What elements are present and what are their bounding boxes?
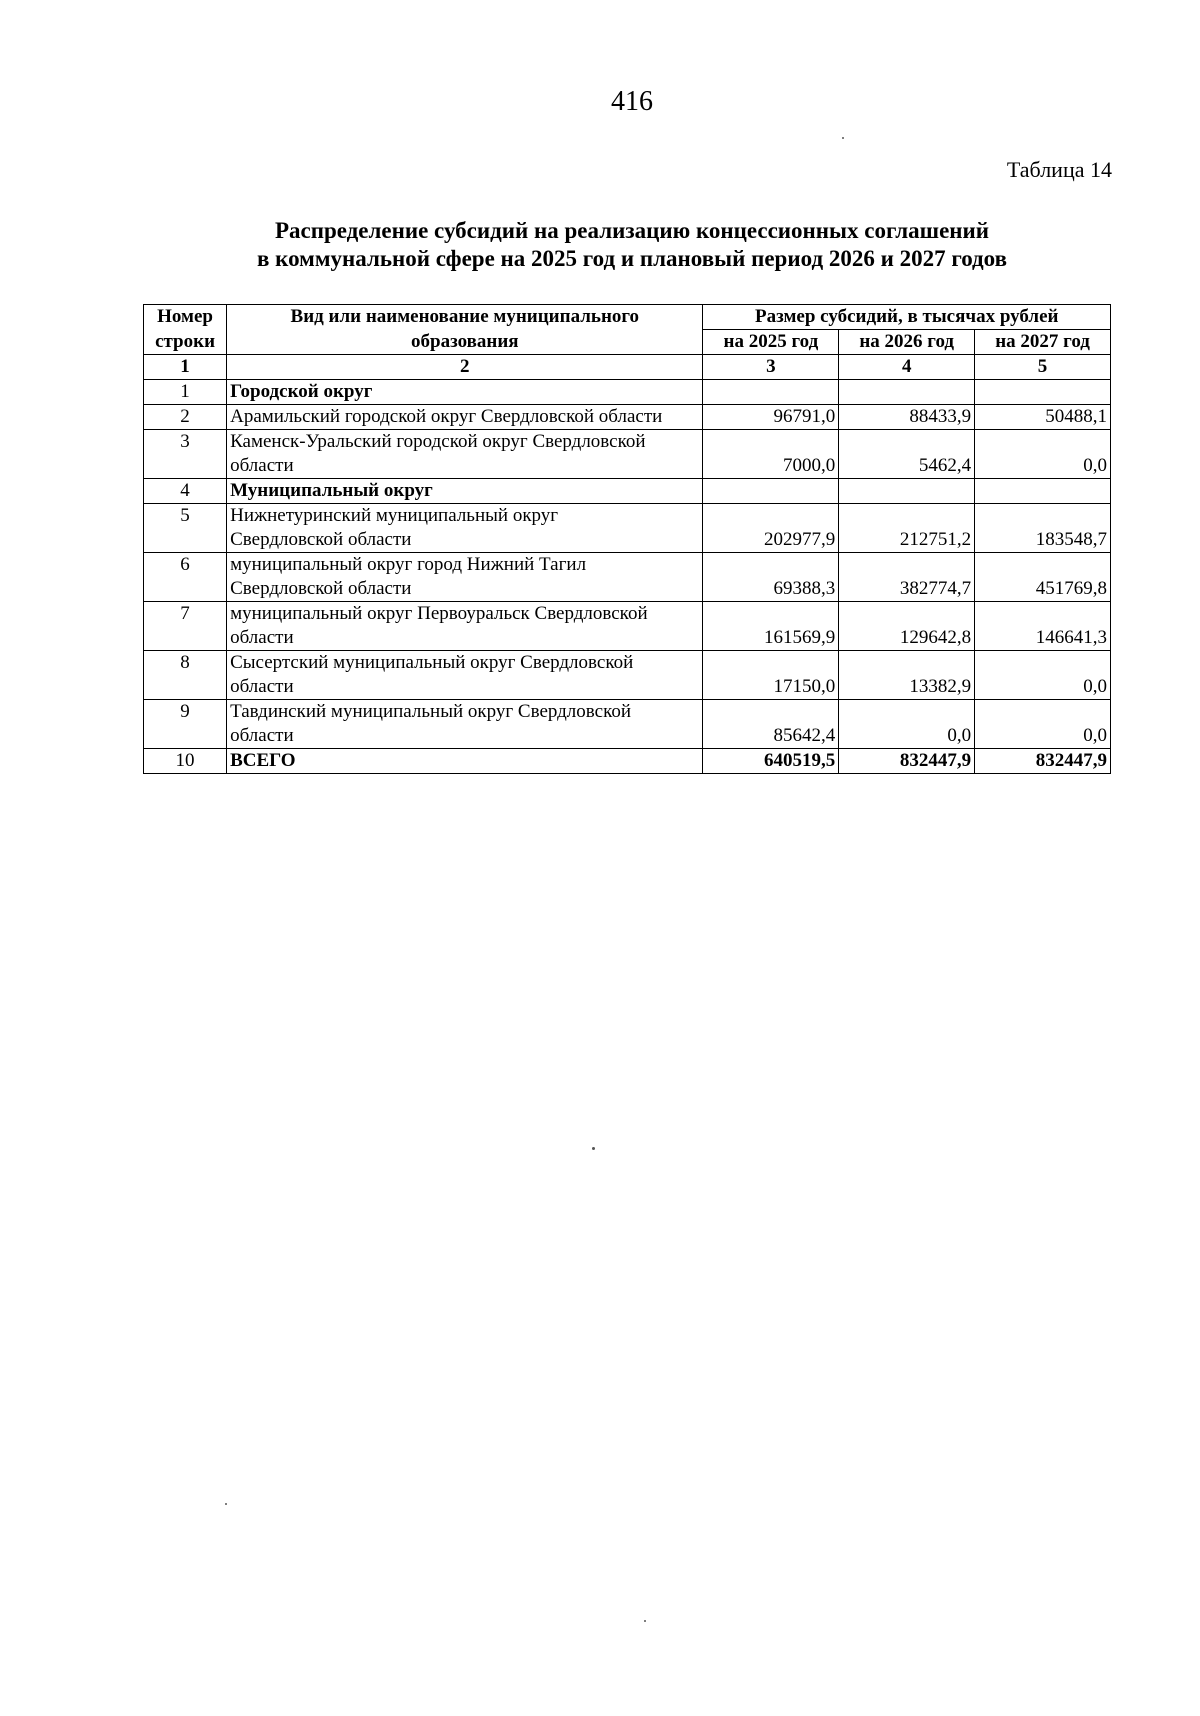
header-row-2: [144, 330, 1111, 355]
table-row: [144, 430, 1111, 479]
row-number-cell: 2: [144, 405, 227, 430]
municipality-name-line-2: области: [230, 627, 294, 648]
amount-cell-2025: 7000,0: [703, 430, 839, 479]
amount-cell-2025: 69388,3: [703, 553, 839, 602]
column-number: 3: [703, 355, 839, 380]
amount-cell-2026: 382774,7: [839, 553, 975, 602]
header-name-2: образования: [227, 330, 703, 355]
amount-cell-2025: 640519,5: [703, 749, 839, 774]
amount-cell-2026: 129642,8: [839, 602, 975, 651]
page-number: 416: [611, 86, 653, 117]
amount-cell-2026: 832447,9: [839, 749, 975, 774]
amount-cell-2025: 202977,9: [703, 504, 839, 553]
amount-cell-2027: [975, 380, 1111, 405]
row-number-cell: 4: [144, 479, 227, 504]
municipality-name-cell: [227, 405, 703, 430]
municipality-name-cell: [227, 700, 703, 749]
municipality-name-line-1: муниципальный округ город Нижний Тагил: [230, 554, 587, 575]
amount-cell-2027: 183548,7: [975, 504, 1111, 553]
column-numbers-row: [144, 355, 1111, 380]
municipality-name-line-1: ВСЕГО: [230, 750, 296, 771]
municipality-name-line-2: Свердловской области: [230, 578, 412, 599]
amount-cell-2026: 212751,2: [839, 504, 975, 553]
scan-speck: [225, 1503, 227, 1505]
amount-cell-2027: 0,0: [975, 430, 1111, 479]
header-row-number-2: строки: [144, 330, 227, 355]
amount-cell-2026: 88433,9: [839, 405, 975, 430]
header-name: Вид или наименование муниципального: [227, 305, 703, 330]
municipality-name-line-1: муниципальный округ Первоуральск Свердловской: [230, 603, 648, 624]
row-number-cell: 3: [144, 430, 227, 479]
amount-cell-2025: 96791,0: [703, 405, 839, 430]
amount-cell-2025: [703, 479, 839, 504]
municipality-name-cell: [227, 651, 703, 700]
row-number-cell: 8: [144, 651, 227, 700]
row-number-cell: 1: [144, 380, 227, 405]
municipality-name-cell: [227, 504, 703, 553]
municipality-name-line-1: Арамильский городской округ Свердловской области: [230, 406, 663, 427]
municipality-name-line-1: Городской округ: [230, 381, 373, 402]
amount-cell-2025: 161569,9: [703, 602, 839, 651]
row-number-cell: 10: [144, 749, 227, 774]
municipality-name-line-1: Сысертский муниципальный округ Свердловской: [230, 652, 634, 673]
municipality-name-line-1: Нижнетуринский муниципальный округ: [230, 505, 559, 526]
amount-cell-2027: 0,0: [975, 700, 1111, 749]
row-number-cell: 5: [144, 504, 227, 553]
row-number-cell: 7: [144, 602, 227, 651]
table-row: [144, 602, 1111, 651]
municipality-name-cell: [227, 380, 703, 405]
row-number-cell: 9: [144, 700, 227, 749]
municipality-name-line-2: области: [230, 676, 294, 697]
table-row: [144, 380, 1111, 405]
amount-cell-2027: 146641,3: [975, 602, 1111, 651]
header-year-2025: на 2025 год: [703, 330, 839, 355]
municipality-name-cell: [227, 749, 703, 774]
title-line-2: в коммунальной сфере на 2025 год и плановый период 2026 и 2027 годов: [256, 246, 1008, 271]
column-number: 4: [839, 355, 975, 380]
amount-cell-2026: [839, 380, 975, 405]
header-row-1: [144, 305, 1111, 330]
table-label: Таблица 14: [1006, 157, 1112, 182]
municipality-name-line-2: области: [230, 455, 294, 476]
amount-cell-2027: 451769,8: [975, 553, 1111, 602]
title-line-1: Распределение субсидий на реализацию концессионных соглашений: [274, 218, 990, 243]
column-number: 2: [227, 355, 703, 380]
table-row: [144, 479, 1111, 504]
municipality-name-line-2: Свердловской области: [230, 529, 412, 550]
municipality-name-cell: [227, 602, 703, 651]
table-row: [144, 651, 1111, 700]
amount-cell-2027: [975, 479, 1111, 504]
municipality-name-line-1: Каменск-Уральский городской округ Свердловской: [230, 431, 646, 452]
amount-cell-2027: 50488,1: [975, 405, 1111, 430]
subsidies-table: [143, 304, 1111, 774]
table-row: [144, 700, 1111, 749]
table-row: [144, 405, 1111, 430]
column-number: 1: [144, 355, 227, 380]
table-row: [144, 504, 1111, 553]
amount-cell-2027: 0,0: [975, 651, 1111, 700]
header-year-2027: на 2027 год: [975, 330, 1111, 355]
table-row: [144, 749, 1111, 774]
amount-cell-2026: 13382,9: [839, 651, 975, 700]
table-body: [144, 380, 1111, 774]
table-row: [144, 553, 1111, 602]
municipality-name-cell: [227, 430, 703, 479]
amount-cell-2025: [703, 380, 839, 405]
municipality-name-line-2: области: [230, 725, 294, 746]
scan-speck: [644, 1620, 646, 1622]
municipality-name-cell: [227, 553, 703, 602]
row-number-cell: 6: [144, 553, 227, 602]
header-year-2026: на 2026 год: [839, 330, 975, 355]
document-title: [0, 217, 1200, 273]
column-number: 5: [975, 355, 1111, 380]
amount-cell-2027: 832447,9: [975, 749, 1111, 774]
amount-cell-2026: 5462,4: [839, 430, 975, 479]
amount-cell-2026: 0,0: [839, 700, 975, 749]
header-row-number: Номер: [144, 305, 227, 330]
amount-cell-2025: 17150,0: [703, 651, 839, 700]
scan-speck: [842, 137, 844, 139]
header-amount-group: Размер субсидий, в тысячах рублей: [703, 305, 1111, 330]
municipality-name-line-1: Тавдинский муниципальный округ Свердловской: [230, 701, 632, 722]
scan-speck: [592, 1147, 595, 1150]
municipality-name-line-1: Муниципальный округ: [230, 480, 433, 501]
municipality-name-cell: [227, 479, 703, 504]
amount-cell-2026: [839, 479, 975, 504]
amount-cell-2025: 85642,4: [703, 700, 839, 749]
